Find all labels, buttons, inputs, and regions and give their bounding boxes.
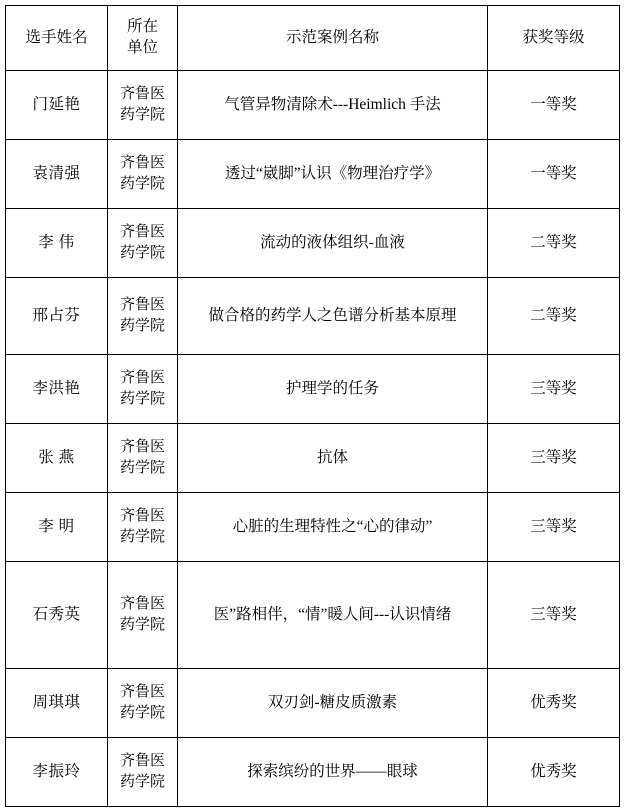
cell-award: 优秀奖 bbox=[488, 669, 620, 738]
cell-case: 护理学的任务 bbox=[178, 355, 488, 424]
cell-name: 李洪艳 bbox=[6, 355, 108, 424]
cell-case: 流动的液体组织-血液 bbox=[178, 209, 488, 278]
cell-unit bbox=[108, 209, 178, 278]
table-row bbox=[6, 493, 620, 562]
table-row bbox=[6, 738, 620, 807]
cell-unit-line2: 药学院 bbox=[119, 107, 165, 123]
cell-name: 李 伟 bbox=[6, 209, 108, 278]
cell-unit-line1: 齐鲁医 bbox=[119, 297, 165, 313]
cell-case: 探索缤纷的世界——眼球 bbox=[178, 738, 488, 807]
header-unit-line1: 所在 bbox=[126, 18, 158, 36]
cell-unit-line1: 齐鲁医 bbox=[119, 684, 165, 700]
cell-unit-line2: 药学院 bbox=[119, 391, 165, 407]
cell-unit bbox=[108, 278, 178, 355]
cell-unit bbox=[108, 493, 178, 562]
table-row bbox=[6, 424, 620, 493]
cell-name: 李 明 bbox=[6, 493, 108, 562]
cell-unit bbox=[108, 140, 178, 209]
cell-name: 石秀英 bbox=[6, 562, 108, 669]
header-cell-award: 获奖等级 bbox=[488, 6, 620, 71]
cell-unit-line2: 药学院 bbox=[119, 529, 165, 545]
cell-unit-line1: 齐鲁医 bbox=[119, 86, 165, 102]
cell-unit-line1: 齐鲁医 bbox=[119, 155, 165, 171]
cell-name: 门延艳 bbox=[6, 71, 108, 140]
table-header-row bbox=[6, 6, 620, 71]
cell-case: 做合格的药学人之色谱分析基本原理 bbox=[178, 278, 488, 355]
cell-case: 双刃剑-糖皮质激素 bbox=[178, 669, 488, 738]
cell-unit-line2: 药学院 bbox=[119, 318, 165, 334]
cell-unit-line1: 齐鲁医 bbox=[119, 439, 165, 455]
cell-award: 三等奖 bbox=[488, 493, 620, 562]
header-cell-case: 示范案例名称 bbox=[178, 6, 488, 71]
cell-award: 优秀奖 bbox=[488, 738, 620, 807]
cell-award: 三等奖 bbox=[488, 562, 620, 669]
award-list-table bbox=[5, 5, 620, 807]
cell-unit-line2: 药学院 bbox=[119, 705, 165, 721]
header-unit-line2: 单位 bbox=[126, 39, 158, 56]
cell-unit-line2: 药学院 bbox=[119, 245, 165, 261]
cell-unit bbox=[108, 669, 178, 738]
cell-unit-line1: 齐鲁医 bbox=[119, 596, 165, 612]
cell-name: 袁清强 bbox=[6, 140, 108, 209]
header-cell-name: 选手姓名 bbox=[6, 6, 108, 71]
table-row bbox=[6, 140, 620, 209]
table-row bbox=[6, 278, 620, 355]
table-row bbox=[6, 71, 620, 140]
cell-award: 二等奖 bbox=[488, 278, 620, 355]
table-body bbox=[6, 71, 620, 807]
header-cell-unit bbox=[108, 6, 178, 71]
cell-unit-line1: 齐鲁医 bbox=[119, 370, 165, 386]
cell-unit-line2: 药学院 bbox=[119, 176, 165, 192]
table-row bbox=[6, 562, 620, 669]
cell-award: 二等奖 bbox=[488, 209, 620, 278]
cell-name: 周琪琪 bbox=[6, 669, 108, 738]
cell-case: 抗体 bbox=[178, 424, 488, 493]
cell-case: 医”路相伴，“情”暖人间---认识情绪 bbox=[178, 562, 488, 669]
cell-name: 张 燕 bbox=[6, 424, 108, 493]
cell-name: 李振玲 bbox=[6, 738, 108, 807]
table-row bbox=[6, 355, 620, 424]
cell-case: 气管异物清除术---Heimlich 手法 bbox=[178, 71, 488, 140]
table-row bbox=[6, 669, 620, 738]
cell-unit bbox=[108, 424, 178, 493]
cell-unit bbox=[108, 562, 178, 669]
table-header bbox=[6, 6, 620, 71]
cell-unit bbox=[108, 355, 178, 424]
cell-award: 一等奖 bbox=[488, 140, 620, 209]
cell-unit-line1: 齐鲁医 bbox=[119, 508, 165, 524]
document-page bbox=[0, 5, 624, 808]
cell-case: 透过“崴脚”认识《物理治疗学》 bbox=[178, 140, 488, 209]
cell-unit-line1: 齐鲁医 bbox=[119, 224, 165, 240]
cell-unit-line2: 药学院 bbox=[119, 617, 165, 633]
cell-unit bbox=[108, 738, 178, 807]
cell-unit-line1: 齐鲁医 bbox=[119, 753, 165, 769]
cell-unit bbox=[108, 71, 178, 140]
cell-award: 三等奖 bbox=[488, 355, 620, 424]
cell-unit-line2: 药学院 bbox=[119, 774, 165, 790]
cell-case: 心脏的生理特性之“心的律动” bbox=[178, 493, 488, 562]
cell-award: 一等奖 bbox=[488, 71, 620, 140]
cell-name: 邢占芬 bbox=[6, 278, 108, 355]
cell-award: 三等奖 bbox=[488, 424, 620, 493]
table-row bbox=[6, 209, 620, 278]
cell-unit-line2: 药学院 bbox=[119, 460, 165, 476]
